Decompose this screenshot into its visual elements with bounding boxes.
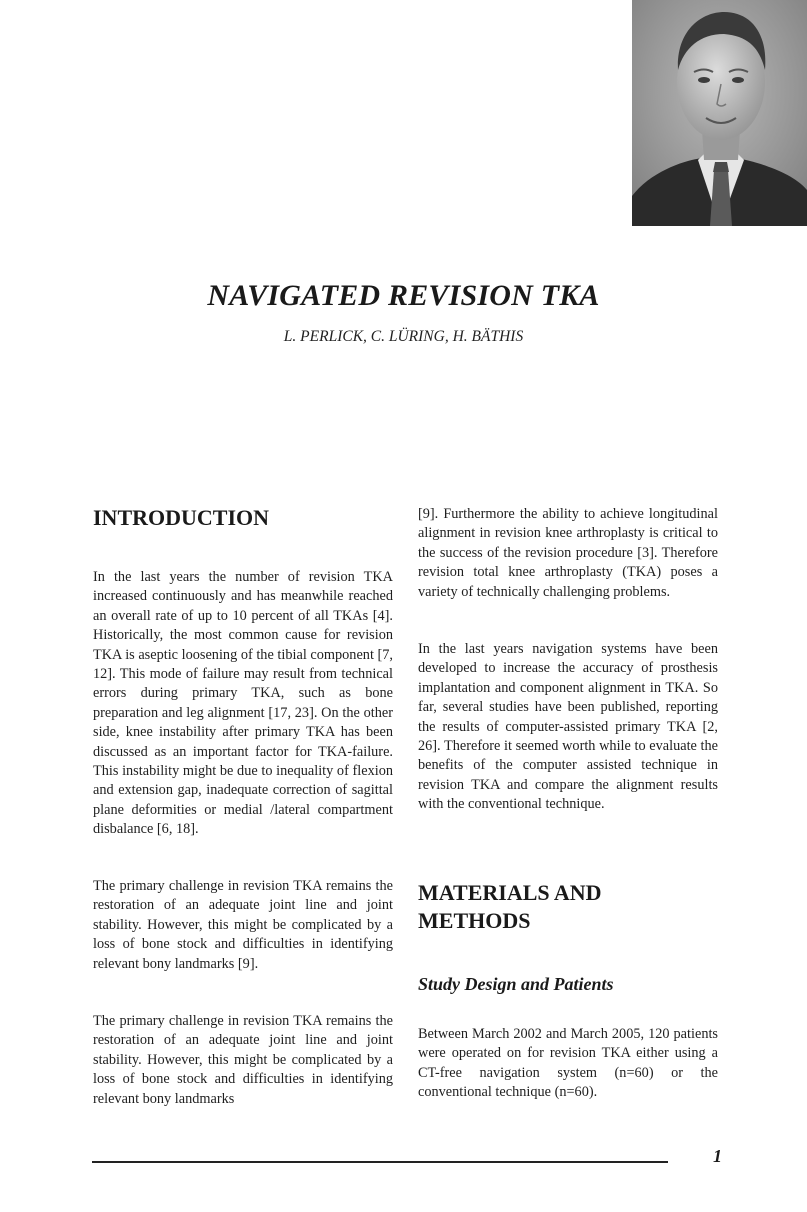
left-paragraph-2-block [93,877,393,974]
footer-rule [92,1161,668,1163]
right-paragraph-2-block [418,640,718,815]
paragraph-right-1: [9]. Furthermore the ability to achieve longitudinal alignment in revision knee arthroplasty is critical to the success of the revision procedure [3]. Therefore revision total knee arthroplasty (TKA) poses a variety of technically challenging problems. [418,506,718,600]
paper-title: NAVIGATED REVISION TKA [207,279,600,312]
left-paragraph-3-block [93,1012,393,1109]
author-portrait [632,0,807,226]
section-heading-introduction: INTRODUCTION [93,505,270,530]
materials-heading-block [418,879,678,935]
author-list: L. PERLICK, C. LÜRING, H. BÄTHIS [283,328,524,345]
paragraph-right-3: Between March 2002 and March 2005, 120 patients were operated on for revision TKA either using a CT-free navigation system (n=60) or the conventional technique (n=60). [418,1026,718,1101]
section-heading-materials: MATERIALS AND METHODS [418,880,602,933]
subsection-heading-study-design: Study Design and Patients [418,974,614,994]
left-column [93,504,393,532]
left-paragraph-1-block [93,568,393,840]
paragraph-right-2: In the last years navigation systems have been developed to increase the accuracy of prosthesis implantation and component alignment in TKA. So far, several studies have been published, reporting the results of computer-assisted primary TKA [2, 26]. Therefore it seemed worth while to evaluate the benefits of the computer assisted technique in revision TKA and compare the alignment results with the conventional technique. [418,641,718,813]
study-design-heading-block [418,974,718,995]
paragraph-left-3: The primary challenge in revision TKA remains the restoration of an adequate joint line and joint stability. However, this might be complicated by a loss of bone stock and difficulties in identifying relevant bony landmarks [93,1013,393,1107]
page-number: 1 [713,1146,722,1166]
paragraph-left-2: The primary challenge in revision TKA remains the restoration of an adequate joint line and joint stability. However, this might be complicated by a loss of bone stock and difficulties in identifying relevant bony landmarks [9]. [93,878,393,972]
portrait-illustration [632,0,807,226]
right-paragraph-3-block [418,1025,718,1103]
right-paragraph-1-block [418,505,718,602]
paragraph-left-1: In the last years the number of revision TKA increased continuously and has meanwhile reached an overall rate of up to 10 percent of all TKAs [4]. Historically, the most common cause for revision TKA is aseptic loosening of the tibial component [7, 12]. This mode of failure may result from technical errors during primary TKA, such as bone preparation and leg alignment [17, 23]. On the other side, knee instability after primary TKA has been discussed as an important factor for TKA-failure. This instability might be due to inequality of flexion and extension gap, inadequate correction of sagittal plane deformities or medial /lateral compartment disbalance [6, 18]. [93,569,393,838]
